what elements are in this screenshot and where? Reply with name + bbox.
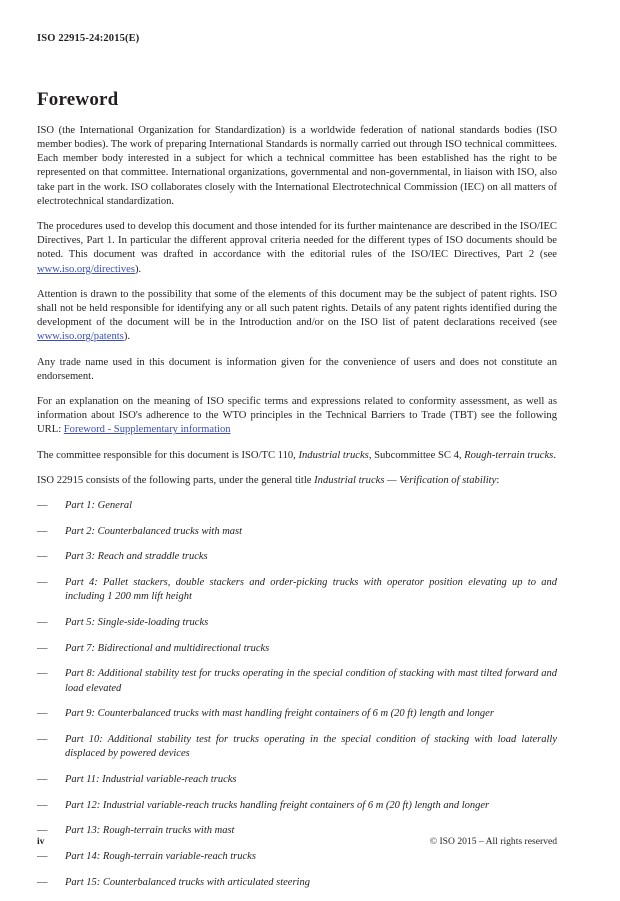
em-dash-bullet: —: [37, 525, 48, 537]
em-dash-bullet: —: [37, 617, 48, 628]
link-iso-directives[interactable]: www.iso.org/directives: [37, 263, 135, 275]
em-dash-bullet: —: [37, 825, 48, 837]
running-header: ISO 22915-24:2015(E): [37, 33, 140, 44]
page-title: Foreword: [37, 89, 119, 110]
paragraph-conformity-text: For an explanation on the meaning of ISO specific terms and expressions related to conformity assessment, as well as information about ISO's adherence to the WTO principles in the Technical Barriers to Trade (TBT) see the following URL:: [37, 395, 557, 436]
list-item: [37, 616, 557, 630]
page-footer: [37, 836, 557, 847]
em-dash-bullet: —: [37, 876, 48, 888]
committee-title-industrial-trucks: Industrial trucks: [298, 449, 369, 461]
list-item-label: Part 1: General: [65, 499, 133, 511]
list-item-label: Part 4: Pallet stackers, double stackers and order-picking trucks with operator position elevating up to and including 1 200 mm lift height: [65, 577, 557, 603]
list-item-label: Part 7: Bidirectional and multidirectional trucks: [65, 642, 270, 654]
link-foreword-supplementary-information[interactable]: Foreword - Supplementary information: [63, 424, 231, 436]
list-item-label: Part 9: Counterbalanced trucks with mast handling freight containers of 6 m (20 ft) length and longer: [65, 708, 494, 720]
committee-title-rough-terrain-trucks: Rough-terrain trucks: [464, 449, 554, 461]
list-item: [37, 773, 557, 787]
list-item: [37, 707, 557, 721]
list-item-label: Part 2: Counterbalanced trucks with mast: [65, 525, 243, 537]
em-dash-bullet: —: [37, 499, 48, 511]
list-item: [37, 499, 557, 513]
paragraph-parts-intro-text-1: ISO 22915 consists of the following parts, under the general title: [37, 474, 315, 486]
paragraph-patent-rights: [37, 288, 557, 345]
parts-list: [37, 499, 557, 890]
paragraph-parts-intro: [37, 474, 557, 488]
paragraph-parts-intro-text-2: :: [496, 474, 500, 486]
em-dash-bullet: —: [37, 551, 48, 563]
em-dash-bullet: —: [37, 708, 48, 720]
list-item-label: Part 3: Reach and straddle trucks: [65, 551, 208, 563]
em-dash-bullet: —: [37, 851, 48, 863]
paragraph-trade-name: Any trade name used in this document is information given for the convenience of users and does not constitute an endorsement.: [37, 356, 557, 382]
list-item: [37, 799, 557, 813]
list-item-label: Part 15: Counterbalanced trucks with articulated steering: [65, 876, 310, 888]
em-dash-bullet: —: [37, 773, 48, 785]
list-item: [37, 850, 557, 864]
list-item: [37, 667, 557, 695]
paragraph-committee-text-1: The committee responsible for this document is ISO/TC 110,: [37, 449, 299, 461]
general-title-verification-of-stability: Industrial trucks — Verification of stability: [314, 474, 497, 486]
paragraph-procedures: [37, 220, 557, 277]
page-number: iv: [37, 836, 45, 847]
em-dash-bullet: —: [37, 642, 48, 654]
list-item-label: Part 12: Industrial variable-reach trucks handling freight containers of 6 m (20 ft) length and longer: [65, 799, 490, 811]
paragraph-procedures-tail: ).: [134, 263, 142, 275]
list-item-label: Part 13: Rough-terrain trucks with mast: [65, 825, 235, 837]
list-item-label: Part 14: Rough-terrain variable-reach trucks: [65, 851, 256, 863]
list-item-label: Part 10: Additional stability test for trucks operating in the special condition of stacking with load laterally displaced by powered devices: [65, 734, 557, 760]
page-content: [37, 0, 557, 901]
paragraph-committee-text-3: .: [553, 449, 556, 461]
paragraph-conformity-assessment: [37, 395, 557, 438]
list-item: [37, 733, 557, 761]
em-dash-bullet: —: [37, 668, 48, 680]
paragraph-patent-rights-text: Attention is drawn to the possibility that some of the elements of this document may be the subject of patent rights. ISO shall not be held responsible for identifying any or all such patent rights. Details of any patent rights identified during the development of the document will be in the Introduction and/or on the ISO list of patent declarations received (see: [37, 288, 557, 329]
list-item: [37, 576, 557, 604]
paragraph-committee: [37, 449, 557, 463]
list-item: [37, 876, 557, 890]
paragraph-iso-description: ISO (the International Organization for Standardization) is a worldwide federation of national standards bodies (ISO member bodies). The work of preparing International Standards is normally carried out through ISO technical committees. Each member body interested in a subject for which a technical committee has been established has the right to be represented on that committee. International organizations, governmental and non-governmental, in liaison with ISO, also take part in the work. ISO collaborates closely with the International Electrotechnical Commission (IEC) on all matters of electrotechnical standardization.: [37, 124, 557, 207]
paragraph-committee-text-2: , Subcommittee SC 4,: [368, 449, 465, 461]
list-item: [37, 525, 557, 539]
em-dash-bullet: —: [37, 799, 48, 811]
em-dash-bullet: —: [37, 734, 48, 746]
list-item-label: Part 5: Single-side-loading trucks: [65, 617, 209, 628]
list-item: [37, 550, 557, 564]
copyright-notice: © ISO 2015 – All rights reserved: [429, 836, 557, 847]
link-iso-patents[interactable]: www.iso.org/patents: [37, 331, 124, 343]
list-item: [37, 642, 557, 656]
paragraph-patent-rights-tail: ).: [123, 331, 130, 343]
list-item-label: Part 11: Industrial variable-reach trucks: [65, 773, 237, 785]
paragraph-procedures-text: The procedures used to develop this document and those intended for its further maintenance are described in the ISO/IEC Directives, Part 1. In particular the different approval criteria needed for the different types of ISO documents should be noted. This document was drafted in accordance with the editorial rules of the ISO/IEC Directives, Part 2 (see: [37, 220, 557, 261]
list-item-label: Part 8: Additional stability test for trucks operating in the special condition of stacking with mast tilted forward and load elevated: [65, 668, 557, 694]
em-dash-bullet: —: [37, 577, 48, 589]
